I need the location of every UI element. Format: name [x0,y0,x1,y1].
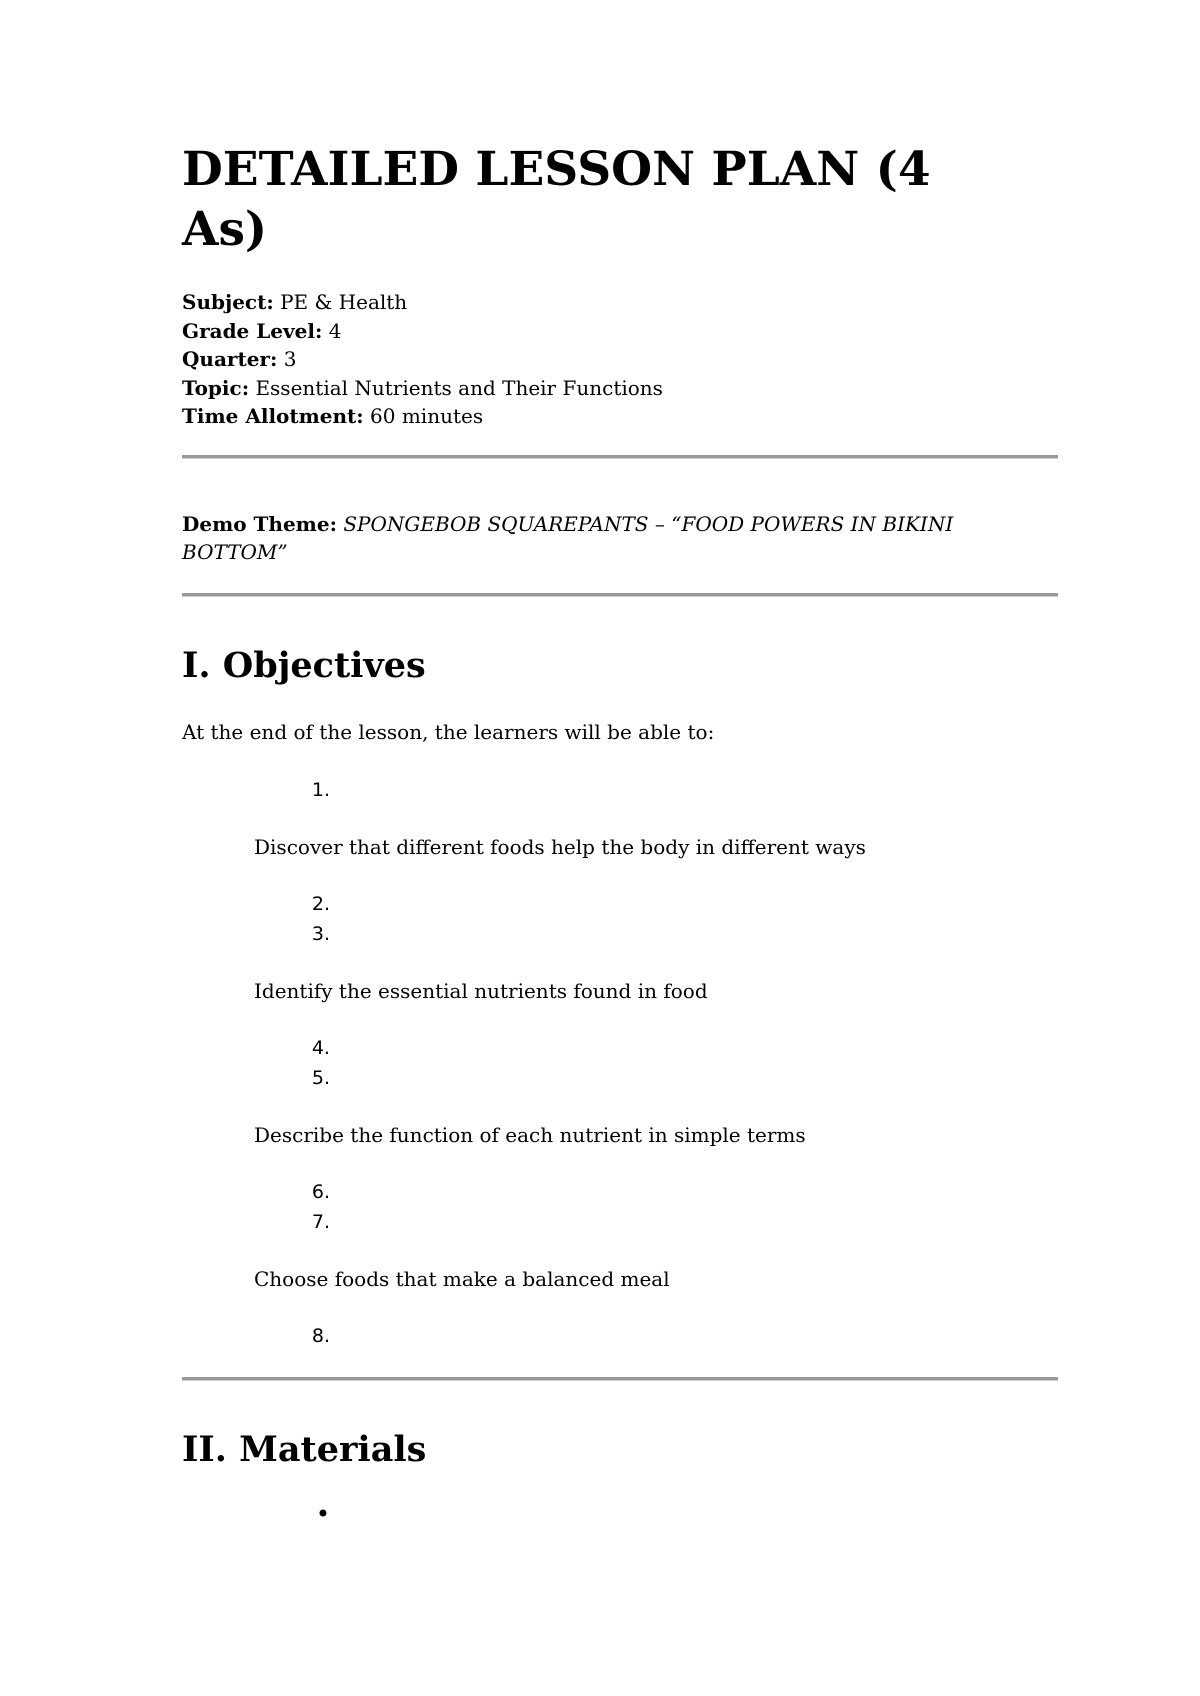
meta-topic-value: Essential Nutrients and Their Functions [255,375,663,400]
meta-quarter [182,345,663,374]
objective-item-4: Choose foods that make a balanced meal [254,1267,670,1291]
meta-subject [182,288,663,317]
objective-number-1: 1. [311,779,330,801]
objectives-intro: At the end of the lesson, the learners will be able to: [182,720,715,744]
objective-number-4: 4. [311,1037,330,1059]
objective-item-3: Describe the function of each nutrient in simple terms [254,1123,806,1147]
objective-item-1: Discover that different foods help the body in different ways [254,835,866,859]
materials-bullet: • [315,1500,330,1528]
meta-grade-label: Grade Level: [182,318,323,343]
materials-heading: II. Materials [182,1429,427,1470]
objective-number-3: 3. [311,923,330,945]
meta-subject-value: PE & Health [280,290,408,314]
objective-number-5: 5. [311,1067,330,1089]
demo-theme [182,510,982,566]
meta-time-label: Time Allotment: [182,404,364,428]
meta-quarter-label: Quarter: [182,347,278,371]
document-title: DETAILED LESSON PLAN (4 As) [182,142,931,257]
meta-time-value: 60 minutes [370,404,484,428]
objectives-heading: I. Objectives [182,645,426,686]
meta-grade-value: 4 [328,318,342,343]
meta-subject-label: Subject: [182,290,274,314]
demo-theme-value: SPONGEBOB SQUAREPANTS – “FOOD POWERS IN BIKINI BOTTOM” [182,512,954,564]
lesson-meta [182,288,663,431]
meta-quarter-value: 3 [283,347,297,371]
objective-number-2: 2. [311,893,330,915]
meta-time [182,402,663,431]
objective-item-2: Identify the essential nutrients found in food [254,979,708,1003]
divider-2 [182,593,1058,597]
meta-topic-label: Topic: [182,375,250,400]
divider-3 [182,1377,1058,1381]
divider-1 [182,455,1058,459]
objective-number-7: 7. [311,1211,330,1233]
demo-theme-label: Demo Theme: [182,512,337,536]
objective-number-8: 8. [311,1325,330,1347]
meta-grade [182,317,663,346]
meta-topic [182,374,663,403]
objective-number-6: 6. [311,1181,330,1203]
